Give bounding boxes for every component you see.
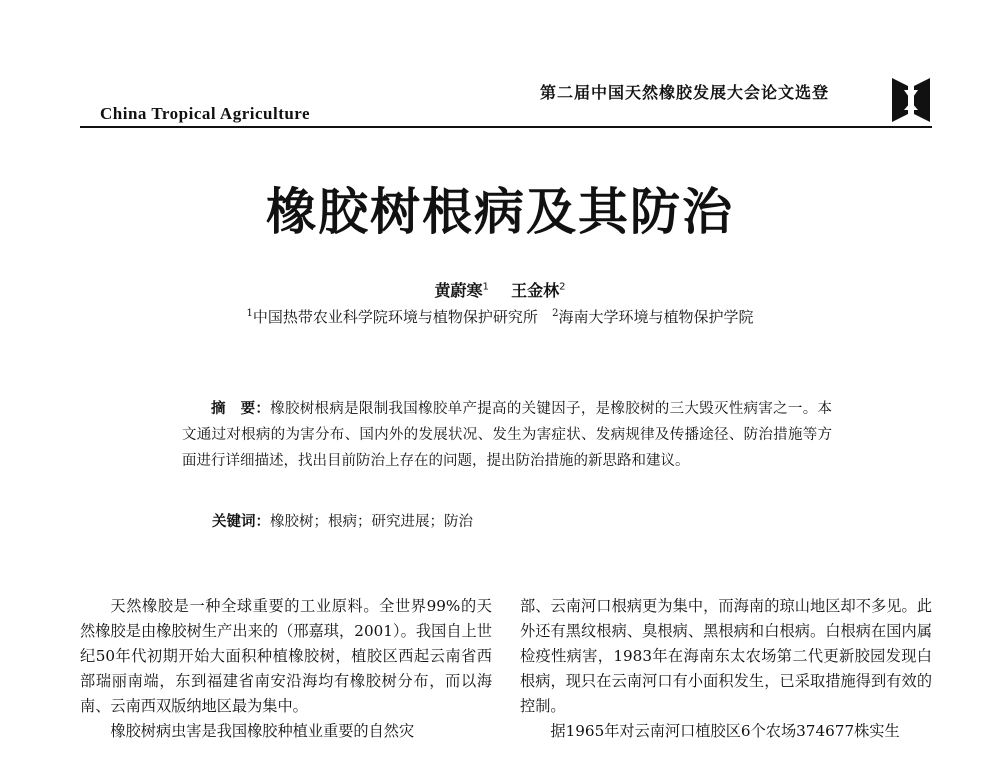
body-paragraph: 据1965年对云南河口植胶区6个农场374677株实生 (550, 722, 900, 740)
keywords-text: 橡胶树；根病；研究进展；防治 (270, 514, 473, 530)
series-title: 第二届中国天然橡胶发展大会论文选登 (540, 83, 830, 102)
affiliation-mark: 1 (246, 308, 253, 319)
journal-logo-icon (890, 76, 932, 124)
keywords (212, 510, 473, 531)
body-paragraph: 天然橡胶是一种全球重要的工业原料。全世界99%的天然橡胶是由橡胶树生产出来的（邢嘉琪，2001）。我国自上世纪50年代初期开始大面积种植橡胶树，植胶区西起云南省西部瑞丽南端，东到福建省南安沿海均有橡胶树分布，而以海南、云南西双版纳地区最为集中。 (80, 597, 492, 715)
body-paragraph: 橡胶树病虫害是我国橡胶种植业重要的自然灾 (110, 722, 415, 740)
body-column-left (80, 594, 492, 744)
body-paragraph: 部、云南河口根病更为集中，而海南的琼山地区却不多见。此外还有黑纹根病、臭根病、黑根病和白根病。白根病在国内属检疫性病害，1983年在海南东太农场第二代更新胶园发现白根病，现只在云南河口有小面积发生，已采取措施得到有效的控制。 (520, 597, 932, 715)
author-line (0, 278, 1000, 301)
article-title: 橡胶树根病及其防治 (266, 183, 734, 241)
affiliation-mark: 2 (552, 308, 559, 319)
keywords-label: 关键词： (212, 514, 270, 530)
author-name: 黄蔚寒 (434, 281, 483, 300)
abstract-text: 橡胶树根病是限制我国橡胶单产提高的关键因子，是橡胶树的三大毁灭性病害之一。本文通过对根病的为害分布、国内外的发展状况、发生为害症状、发病规律及传播途径、防治措施等方面进行详细描述，找出目前防治上存在的问题，提出防治措施的新思路和建议。 (182, 401, 832, 469)
author-name: 王金林 (511, 281, 560, 300)
abstract (182, 396, 832, 474)
journal-name: China Tropical Agriculture (100, 104, 311, 123)
author-mark: 1 (482, 281, 489, 293)
affiliation-line (0, 306, 1000, 327)
body-column-right (520, 594, 932, 744)
abstract-label: 摘 要： (211, 401, 271, 417)
affiliation-name: 中国热带农业科学院环境与植物保护研究所 (252, 308, 538, 326)
header-rule (80, 126, 932, 128)
affiliation-name: 海南大学环境与植物保护学院 (558, 308, 754, 326)
author-mark: 2 (559, 281, 566, 293)
